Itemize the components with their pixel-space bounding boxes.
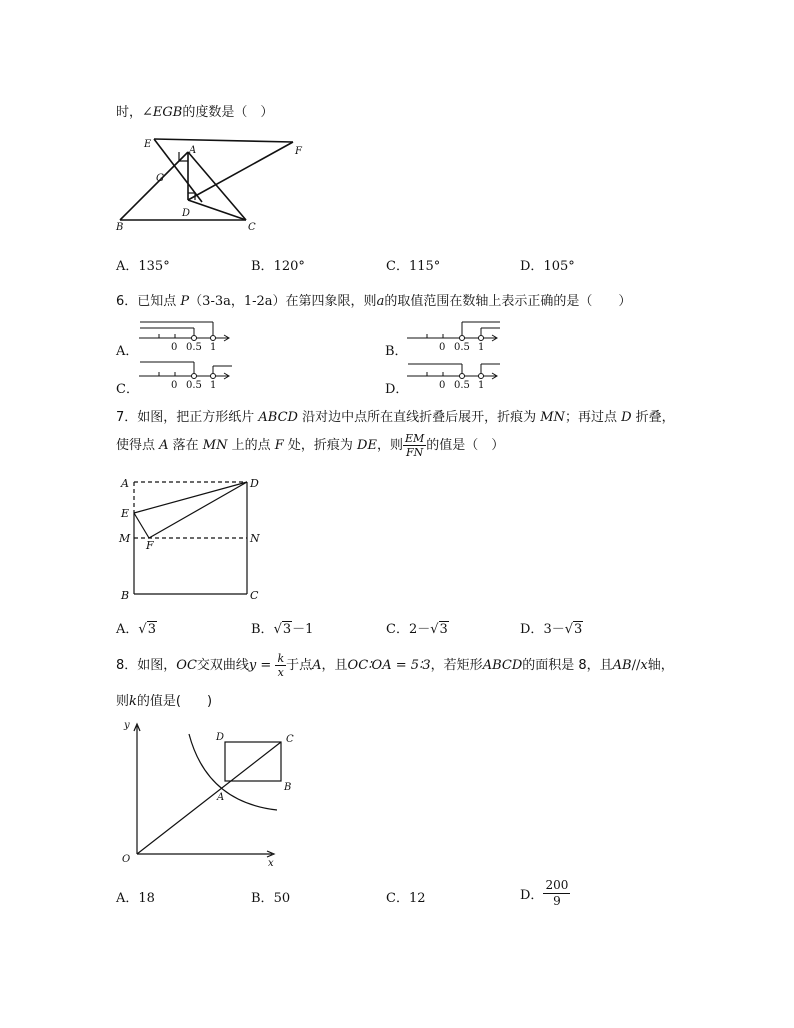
q6-numberline-a (135, 318, 235, 356)
q7-line2-de: DE (357, 438, 377, 453)
q8-stem-oc: OC (176, 658, 197, 673)
q7-label-f: F (146, 539, 154, 552)
q8-line2-b: 的值是( ) (136, 694, 213, 709)
q8-stem-x: x (640, 658, 648, 673)
q5-label-d: D (182, 208, 191, 219)
q7-option-d[interactable] (520, 618, 583, 637)
q7-line1-c: ；再过点 (564, 410, 622, 425)
q8-option-a[interactable] (116, 887, 155, 906)
q6a-tick-05: 0.5 (186, 342, 202, 353)
q8-stem-c: 于点 (286, 658, 313, 673)
q7-line1-e: 折叠， (631, 410, 675, 425)
q5-option-a-text: 135° (138, 259, 170, 274)
q8-stem-ratio: OC∶OA = 5∶3 (347, 658, 431, 673)
q8-stem-e: ，若矩形 (430, 658, 483, 673)
sqrt-icon: √ (273, 622, 282, 637)
q7-fraction (403, 432, 426, 459)
q8-option-d-letter: D． (520, 888, 544, 903)
q7-label-e: E (121, 507, 130, 520)
q7-option-b-post: －1 (292, 622, 314, 637)
q8-line2-a: 则 (116, 694, 130, 709)
q7-option-b[interactable] (251, 618, 313, 637)
q7-line2-e: ，则 (376, 438, 403, 453)
q6-stem-a: 已知点 (137, 294, 181, 309)
q8-option-c[interactable] (386, 887, 426, 906)
q7-label-c: C (250, 589, 259, 602)
q8-stem-line1 (116, 652, 674, 679)
q8-option-d-num: 200 (545, 878, 569, 892)
q7-label-a: A (121, 477, 129, 490)
q5-option-d-text: 105° (543, 259, 575, 274)
sqrt-icon: √ (564, 622, 574, 637)
q5-label-b: B (116, 222, 124, 233)
q6c-tick-05: 0.5 (186, 380, 202, 391)
q7-label-n: N (250, 532, 260, 545)
q8-stem-f: 的面积是 8，且 (522, 658, 613, 673)
q5-option-d[interactable] (520, 255, 575, 274)
q7-option-c[interactable] (386, 618, 449, 637)
q5-option-c-letter: C． (386, 259, 409, 274)
q7-option-b-letter: B． (251, 622, 274, 637)
q8-option-c-letter: C． (386, 891, 409, 906)
q8-label-o: O (122, 854, 131, 865)
q5-option-a-letter: A． (116, 259, 139, 274)
q7-frac-num: EM (404, 432, 425, 445)
q5-option-b-text: 120° (273, 259, 305, 274)
q8-figure (112, 712, 294, 872)
q6-option-c-letter[interactable]: C． (116, 382, 139, 397)
q7-label-m: M (119, 532, 131, 545)
q6b-tick-0: 0 (439, 342, 446, 353)
q5-stem-prefix: 时， (116, 105, 143, 120)
q6d-tick-05: 0.5 (454, 380, 470, 391)
q6-stem-coords: （3-3a，1-2a） (189, 294, 286, 309)
q6-stem-p: P (180, 294, 190, 309)
q6-stem-b: 在第四象限，则 (285, 294, 377, 309)
q6-stem-c: 的取值范围在数轴上表示正确的是（ ） (384, 294, 632, 309)
q7-line1-abcd: ABCD (258, 410, 298, 425)
q6-numberline-d (403, 356, 503, 394)
q7-line2-f2: 的值是（ ） (426, 438, 505, 453)
q7-line1-mn: MN (540, 410, 565, 425)
q7-line1-d: D (621, 410, 632, 425)
q8-stem-d: ，且 (321, 658, 348, 673)
q7-line2-A: A (159, 438, 169, 453)
q8-stem-ab: AB (612, 658, 632, 673)
q5-option-c[interactable] (386, 255, 440, 274)
q7-figure (112, 472, 272, 604)
q8-label-x: x (268, 858, 274, 869)
q7-option-a-letter: A． (116, 622, 139, 637)
q8-label-c: C (286, 734, 294, 745)
q5-option-b-letter: B． (251, 259, 274, 274)
q7-option-d-letter: D． (520, 622, 544, 637)
q5-stem-suffix: 的度数是（ ） (182, 105, 274, 120)
q8-option-a-text: 18 (138, 891, 155, 906)
q7-line2-f: F (274, 438, 284, 453)
q8-stem-A: A (312, 658, 322, 673)
q5-figure (112, 130, 312, 235)
q8-stem-y: y (248, 658, 257, 673)
q7-line1-a: 如图，把正方形纸片 (137, 410, 259, 425)
q8-stem-eq: = (256, 658, 276, 673)
q5-option-a[interactable] (116, 255, 170, 274)
q7-line2-b: 落在 (168, 438, 203, 453)
q6-numberline-c (135, 356, 235, 394)
q8-label-b: B (284, 782, 292, 793)
q5-stem (116, 101, 273, 120)
q6-number: 6． (116, 294, 138, 309)
q7-option-c-pre: 2－ (408, 622, 431, 637)
q7-option-d-radicand: 3 (574, 622, 583, 637)
q7-label-d: D (250, 477, 259, 490)
q7-line1-b: 沿对边中点所在直线折叠后展开，折痕为 (297, 410, 541, 425)
sqrt-icon: √ (430, 622, 439, 637)
q8-number: 8． (116, 658, 138, 673)
q7-option-b-radicand: 3 (282, 622, 292, 637)
q6-numberline-b (403, 318, 503, 356)
q5-option-c-text: 115° (408, 259, 441, 274)
q8-label-a: A (217, 792, 225, 803)
q7-line2-a: 使得点 (116, 438, 160, 453)
q7-label-b: B (121, 589, 130, 602)
q7-line2-d: 处，折痕为 (283, 438, 358, 453)
q8-option-d[interactable] (520, 878, 570, 909)
q8-option-b-text: 50 (273, 891, 291, 906)
q7-option-a-radicand: 3 (147, 622, 156, 637)
q6a-tick-1: 1 (210, 342, 217, 353)
q5-label-g: G (156, 173, 164, 184)
q6b-tick-1: 1 (478, 342, 485, 353)
q6-option-a-letter[interactable]: A． (116, 344, 139, 359)
q5-option-b[interactable] (251, 255, 305, 274)
q8-line2-k: k (129, 694, 137, 709)
q7-frac-den: FN (406, 446, 424, 459)
q8-option-b-letter: B． (251, 891, 274, 906)
q6c-tick-1: 1 (210, 380, 217, 391)
q7-stem-line2 (116, 432, 504, 459)
q8-label-d: D (216, 732, 225, 743)
q8-label-y: y (124, 720, 130, 731)
q8-frac-num: k (277, 652, 285, 665)
q8-stem-b: 交双曲线 (196, 658, 249, 673)
q8-stem-a: 如图， (137, 658, 177, 673)
q8-stem-h: 轴， (647, 658, 674, 673)
q6-option-d-letter[interactable]: D． (385, 382, 409, 397)
q6c-tick-0: 0 (171, 380, 178, 391)
q5-label-f: F (295, 146, 302, 157)
q7-stem-line1 (116, 406, 675, 425)
q6-stem-var: a (376, 294, 385, 309)
q8-option-d-den: 9 (553, 894, 561, 908)
q8-stem-abcd: ABCD (482, 658, 523, 673)
q7-line2-c: 上的点 (227, 438, 275, 453)
q6-option-b-letter[interactable]: B． (385, 344, 408, 359)
q8-option-b[interactable] (251, 887, 290, 906)
q7-option-c-radicand: 3 (439, 622, 448, 637)
q7-number: 7． (116, 410, 138, 425)
q6-stem (116, 290, 631, 309)
q7-option-a[interactable] (116, 618, 157, 637)
q5-label-a: A (189, 145, 197, 156)
q8-option-c-text: 12 (408, 891, 426, 906)
q5-label-c: C (248, 222, 256, 233)
q6d-tick-1: 1 (478, 380, 485, 391)
q6a-tick-0: 0 (171, 342, 178, 353)
q6b-tick-05: 0.5 (454, 342, 470, 353)
q5-option-d-letter: D． (520, 259, 544, 274)
q6d-tick-0: 0 (439, 380, 446, 391)
q5-label-e: E (144, 139, 152, 150)
q7-option-c-letter: C． (386, 622, 409, 637)
q8-option-d-fraction (543, 878, 570, 909)
q8-frac-den: x (277, 666, 284, 679)
q8-fraction (275, 652, 286, 679)
q7-option-d-pre: 3－ (543, 622, 565, 637)
q7-line2-mn: MN (202, 438, 228, 453)
q8-stem-line2 (116, 690, 212, 709)
sqrt-icon: √ (138, 622, 147, 637)
q8-stem-g: // (631, 658, 641, 673)
q5-stem-angle: ∠EGB (142, 105, 183, 120)
q8-option-a-letter: A． (116, 891, 139, 906)
